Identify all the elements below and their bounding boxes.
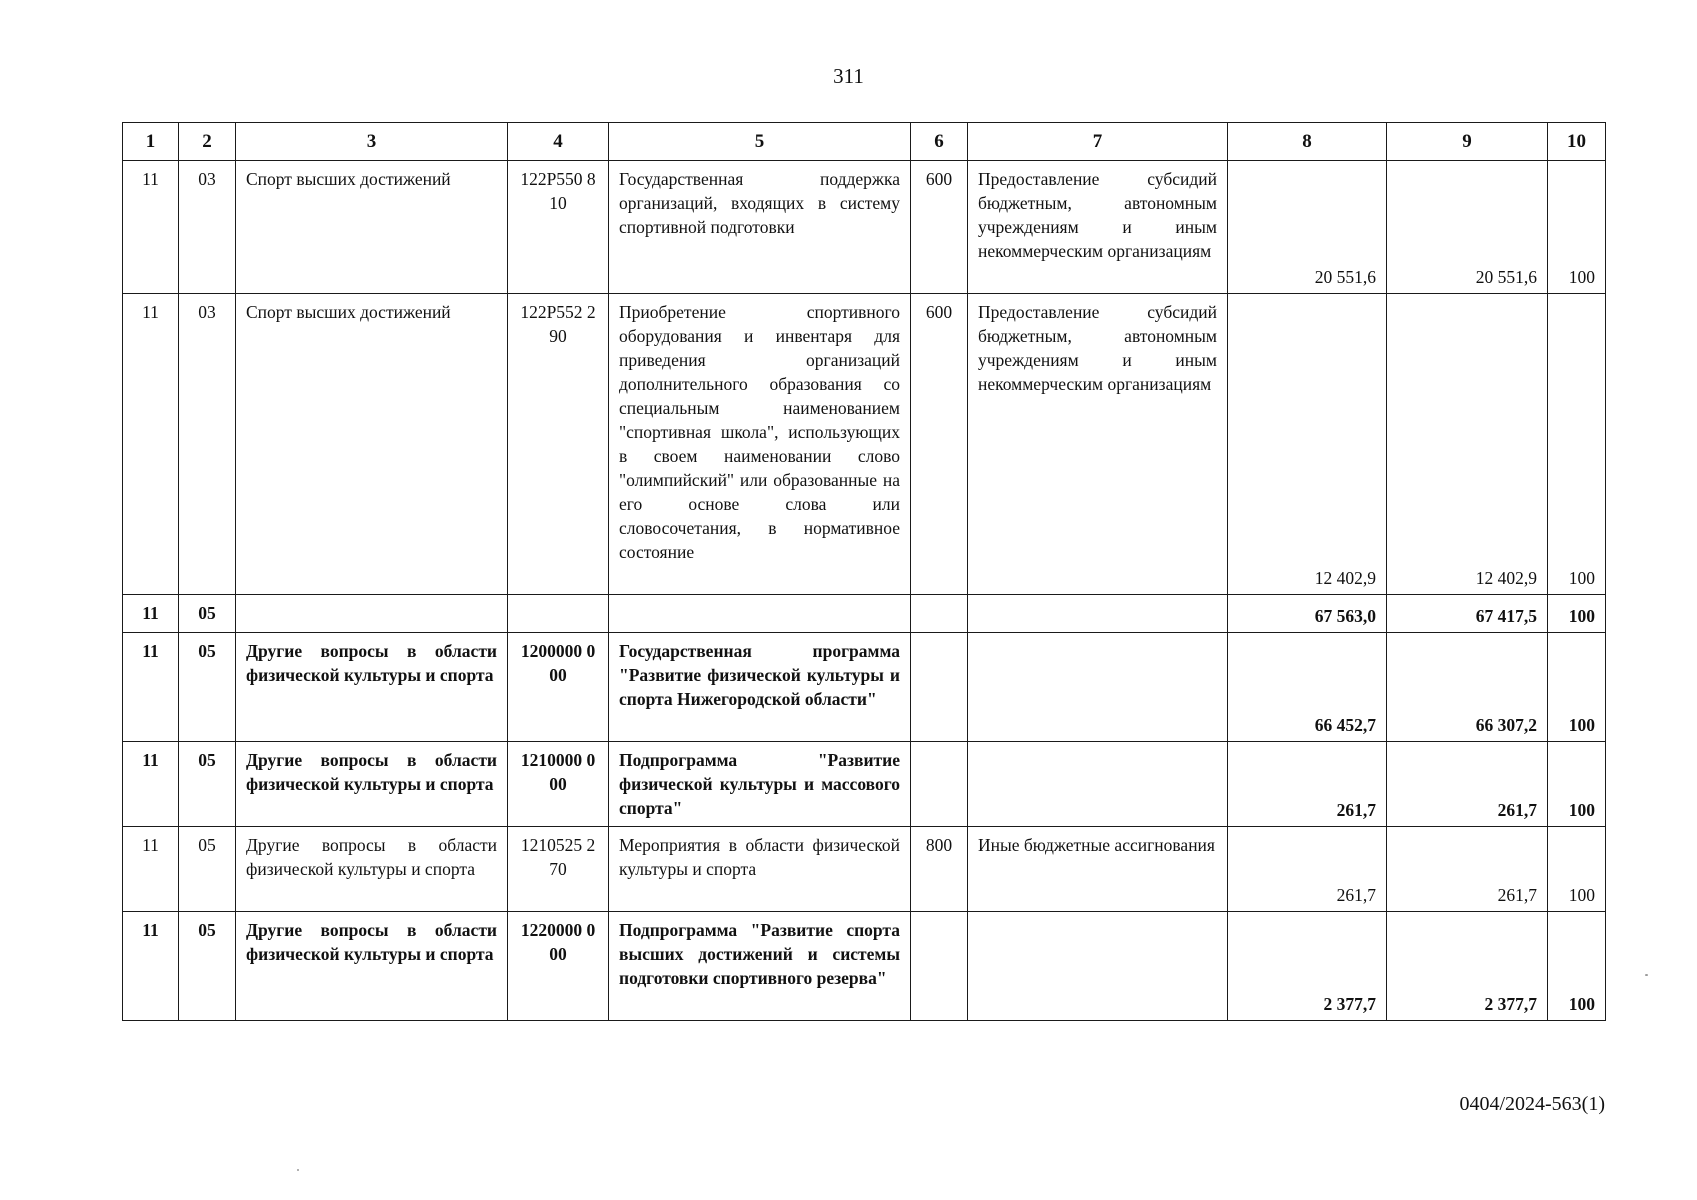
cell-actual-amount: 12 402,9: [1387, 294, 1548, 595]
cell-actual-amount: 261,7: [1387, 827, 1548, 912]
cell-section: 11: [123, 595, 179, 633]
cell-section-name: Другие вопросы в области физической культуры и спорта: [236, 742, 508, 827]
cell-percent: 100: [1548, 912, 1606, 1021]
cell-actual-amount: 67 417,5: [1387, 595, 1548, 633]
cell-subsection: 03: [179, 294, 236, 595]
cell-target-name: Подпрограмма "Развитие физической культуры и массового спорта": [609, 742, 911, 827]
cell-actual-amount: 20 551,6: [1387, 161, 1548, 294]
cell-section: 11: [123, 633, 179, 742]
table-row: [123, 827, 1606, 912]
cell-target-name: Подпрограмма "Развитие спорта высших достижений и системы подготовки спортивного резерва": [609, 912, 911, 1021]
cell-target-code: 1220000 000: [508, 912, 609, 1021]
cell-expense-type-name: [968, 595, 1228, 633]
cell-expense-type: [911, 742, 968, 827]
cell-subsection: 03: [179, 161, 236, 294]
cell-expense-type-name: Предоставление субсидий бюджетным, автономным учреждениям и иным некоммерческим организациям: [968, 161, 1228, 294]
header-col-3: 3: [236, 123, 508, 161]
cell-expense-type: 600: [911, 161, 968, 294]
scan-speck: [1645, 974, 1648, 976]
cell-planned-amount: 12 402,9: [1228, 294, 1387, 595]
page-number: 311: [833, 64, 864, 88]
cell-section-name: Другие вопросы в области физической культуры и спорта: [236, 827, 508, 912]
cell-target-name: [609, 595, 911, 633]
header-col-7: 7: [968, 123, 1228, 161]
cell-actual-amount: 66 307,2: [1387, 633, 1548, 742]
document-code: 0404/2024-563(1): [1459, 1093, 1605, 1115]
header-col-10: 10: [1548, 123, 1606, 161]
cell-target-name: Мероприятия в области физической культуры и спорта: [609, 827, 911, 912]
cell-section: 11: [123, 294, 179, 595]
cell-target-name: Приобретение спортивного оборудования и инвентаря для приведения организаций дополнительного образования со специальным наименованием "спортивная школа", использующих в своем наименовании слово "олимпийский" или образованные на его основе слова или словосочетания, в нормативное состояние: [609, 294, 911, 595]
table-row: [123, 595, 1606, 633]
cell-expense-type-name: [968, 912, 1228, 1021]
cell-subsection: 05: [179, 912, 236, 1021]
table-row: [123, 742, 1606, 827]
cell-actual-amount: 261,7: [1387, 742, 1548, 827]
cell-percent: 100: [1548, 161, 1606, 294]
cell-expense-type: [911, 912, 968, 1021]
cell-section: 11: [123, 161, 179, 294]
cell-planned-amount: 20 551,6: [1228, 161, 1387, 294]
budget-table: [122, 122, 1606, 1021]
cell-planned-amount: 67 563,0: [1228, 595, 1387, 633]
header-col-1: 1: [123, 123, 179, 161]
cell-expense-type-name: Предоставление субсидий бюджетным, автономным учреждениям и иным некоммерческим организациям: [968, 294, 1228, 595]
table-row: [123, 633, 1606, 742]
cell-section: 11: [123, 912, 179, 1021]
cell-expense-type: 600: [911, 294, 968, 595]
header-col-5: 5: [609, 123, 911, 161]
header-col-4: 4: [508, 123, 609, 161]
scan-speck: [297, 1169, 299, 1171]
cell-section: 11: [123, 742, 179, 827]
cell-percent: 100: [1548, 595, 1606, 633]
cell-target-code: 122P550 810: [508, 161, 609, 294]
header-row: [123, 123, 1606, 161]
cell-target-code: 1210525 270: [508, 827, 609, 912]
cell-target-code: 1200000 000: [508, 633, 609, 742]
cell-target-name: Государственная поддержка организаций, входящих в систему спортивной подготовки: [609, 161, 911, 294]
cell-expense-type-name: [968, 742, 1228, 827]
cell-subsection: 05: [179, 633, 236, 742]
cell-target-code: 1210000 000: [508, 742, 609, 827]
cell-planned-amount: 66 452,7: [1228, 633, 1387, 742]
cell-percent: 100: [1548, 633, 1606, 742]
cell-percent: 100: [1548, 827, 1606, 912]
cell-section-name: [236, 595, 508, 633]
cell-subsection: 05: [179, 595, 236, 633]
header-col-6: 6: [911, 123, 968, 161]
cell-planned-amount: 2 377,7: [1228, 912, 1387, 1021]
cell-section-name: Спорт высших достижений: [236, 294, 508, 595]
cell-percent: 100: [1548, 294, 1606, 595]
cell-planned-amount: 261,7: [1228, 742, 1387, 827]
cell-actual-amount: 2 377,7: [1387, 912, 1548, 1021]
header-col-2: 2: [179, 123, 236, 161]
header-col-8: 8: [1228, 123, 1387, 161]
cell-planned-amount: 261,7: [1228, 827, 1387, 912]
table-row: [123, 294, 1606, 595]
cell-section-name: Спорт высших достижений: [236, 161, 508, 294]
cell-section-name: Другие вопросы в области физической культуры и спорта: [236, 912, 508, 1021]
cell-expense-type: [911, 595, 968, 633]
table-row: [123, 912, 1606, 1021]
cell-subsection: 05: [179, 827, 236, 912]
cell-target-code: 122P552 290: [508, 294, 609, 595]
cell-section: 11: [123, 827, 179, 912]
table-row: [123, 161, 1606, 294]
cell-expense-type-name: Иные бюджетные ассигнования: [968, 827, 1228, 912]
cell-expense-type-name: [968, 633, 1228, 742]
cell-expense-type: [911, 633, 968, 742]
header-col-9: 9: [1387, 123, 1548, 161]
cell-expense-type: 800: [911, 827, 968, 912]
cell-target-name: Государственная программа "Развитие физической культуры и спорта Нижегородской области": [609, 633, 911, 742]
cell-percent: 100: [1548, 742, 1606, 827]
cell-section-name: Другие вопросы в области физической культуры и спорта: [236, 633, 508, 742]
cell-subsection: 05: [179, 742, 236, 827]
cell-target-code: [508, 595, 609, 633]
